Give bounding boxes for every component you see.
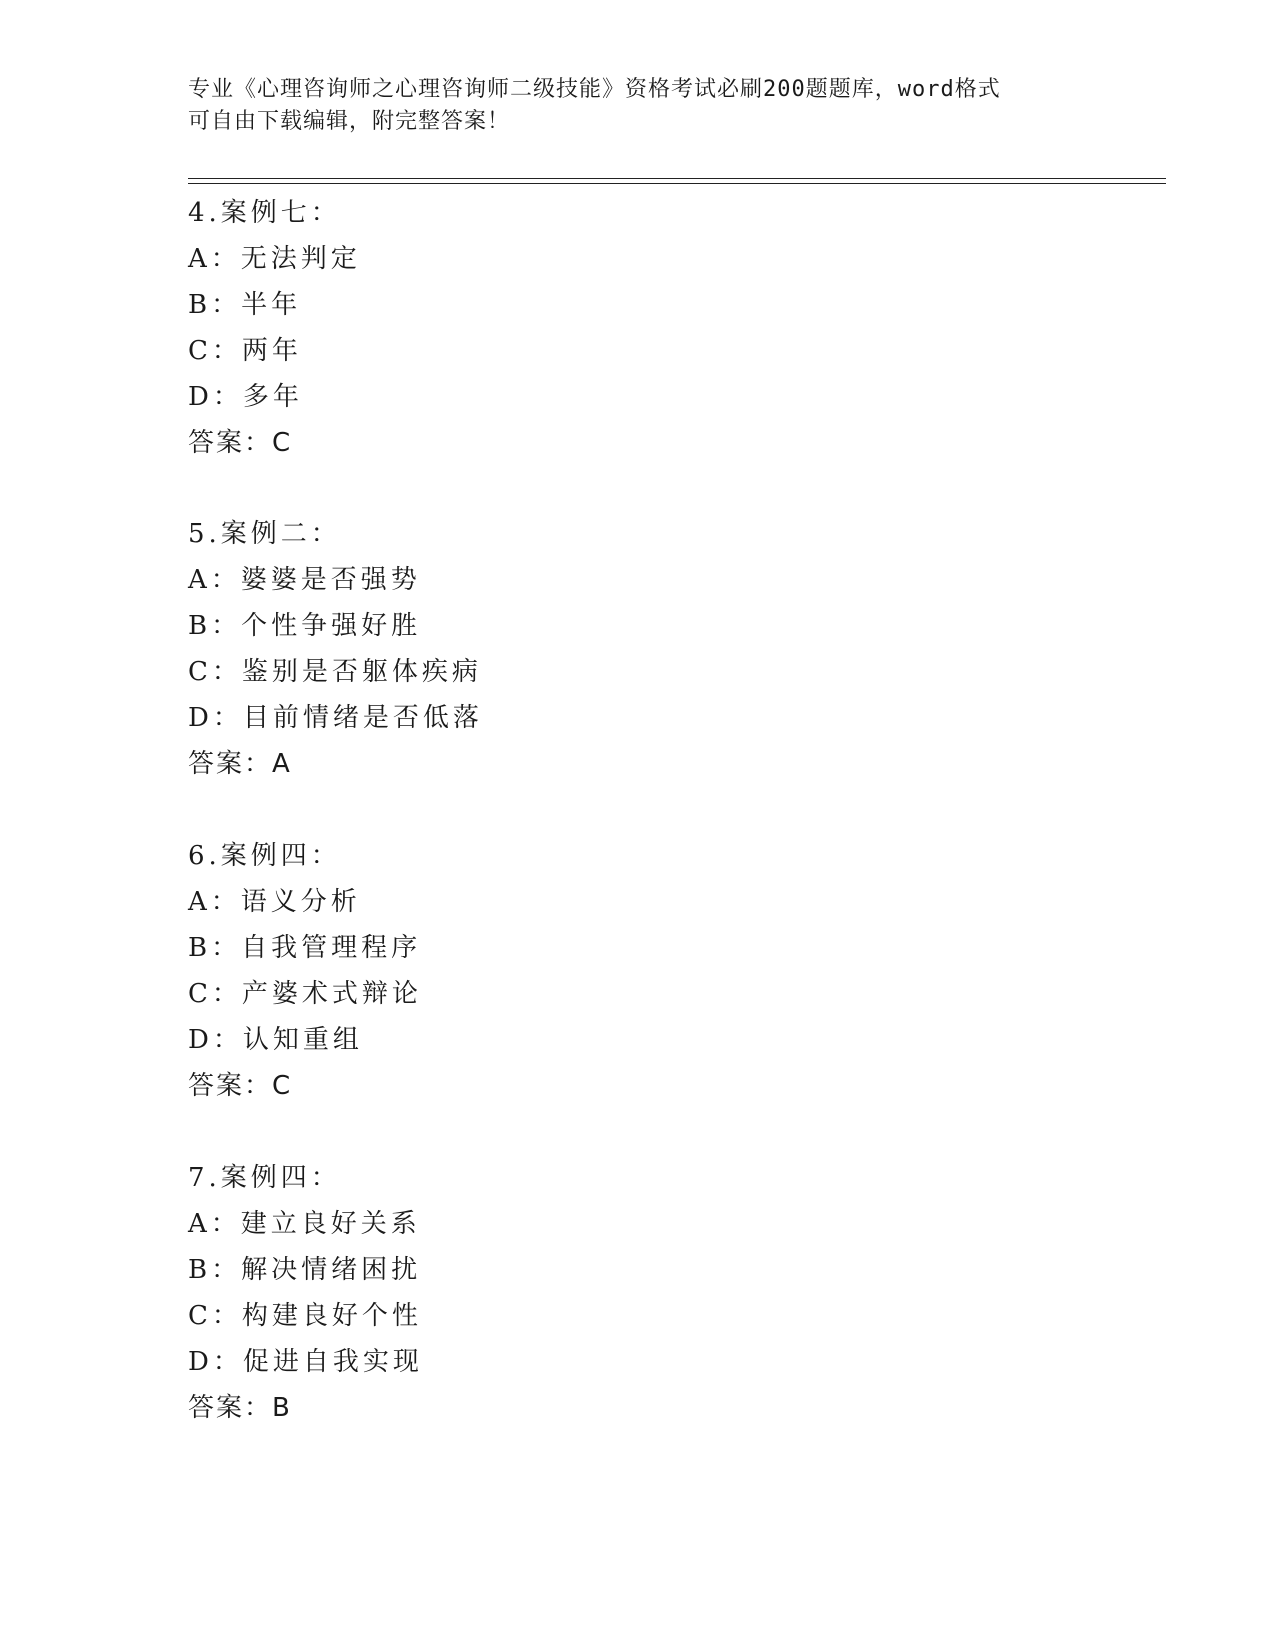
question-block [188,1155,1088,1431]
option-b: B：解决情绪困扰 [188,1255,422,1285]
option-d: D：认知重组 [188,1025,363,1055]
answer-line: 答案：C [188,1071,293,1101]
option-c: C：两年 [188,336,302,366]
question-title: 5.案例二： [188,519,341,549]
option-d: D：目前情绪是否低落 [188,703,483,733]
option-a: A：建立良好关系 [188,1209,421,1239]
option-a: A：语义分析 [188,887,361,917]
option-c: C：构建良好个性 [188,1301,422,1331]
option-b: B：自我管理程序 [188,933,422,963]
document-header [188,74,1088,138]
header-line-1: 专业《心理咨询师之心理咨询师二级技能》资格考试必刷200题题库，word格式 [188,77,1001,102]
option-a: A：婆婆是否强势 [188,565,421,595]
option-b: B：半年 [188,290,302,320]
header-line-2: 可自由下载编辑，附完整答案！ [188,109,511,134]
header-divider-top [188,178,1166,179]
answer-line: 答案：A [188,749,292,779]
option-c: C：产婆术式辩论 [188,979,422,1009]
option-d: D：促进自我实现 [188,1347,423,1377]
question-block [188,511,1088,787]
option-c: C：鉴别是否躯体疾病 [188,657,482,687]
question-block [188,190,1088,466]
answer-line: 答案：B [188,1393,292,1423]
option-a: A：无法判定 [188,244,361,274]
header-divider-bottom [188,183,1166,184]
option-b: B：个性争强好胜 [188,611,422,641]
question-title: 6.案例四： [188,841,341,871]
question-block [188,833,1088,1109]
question-title: 4.案例七： [188,198,341,228]
question-title: 7.案例四： [188,1163,341,1193]
option-d: D：多年 [188,382,303,412]
answer-line: 答案：C [188,428,293,458]
